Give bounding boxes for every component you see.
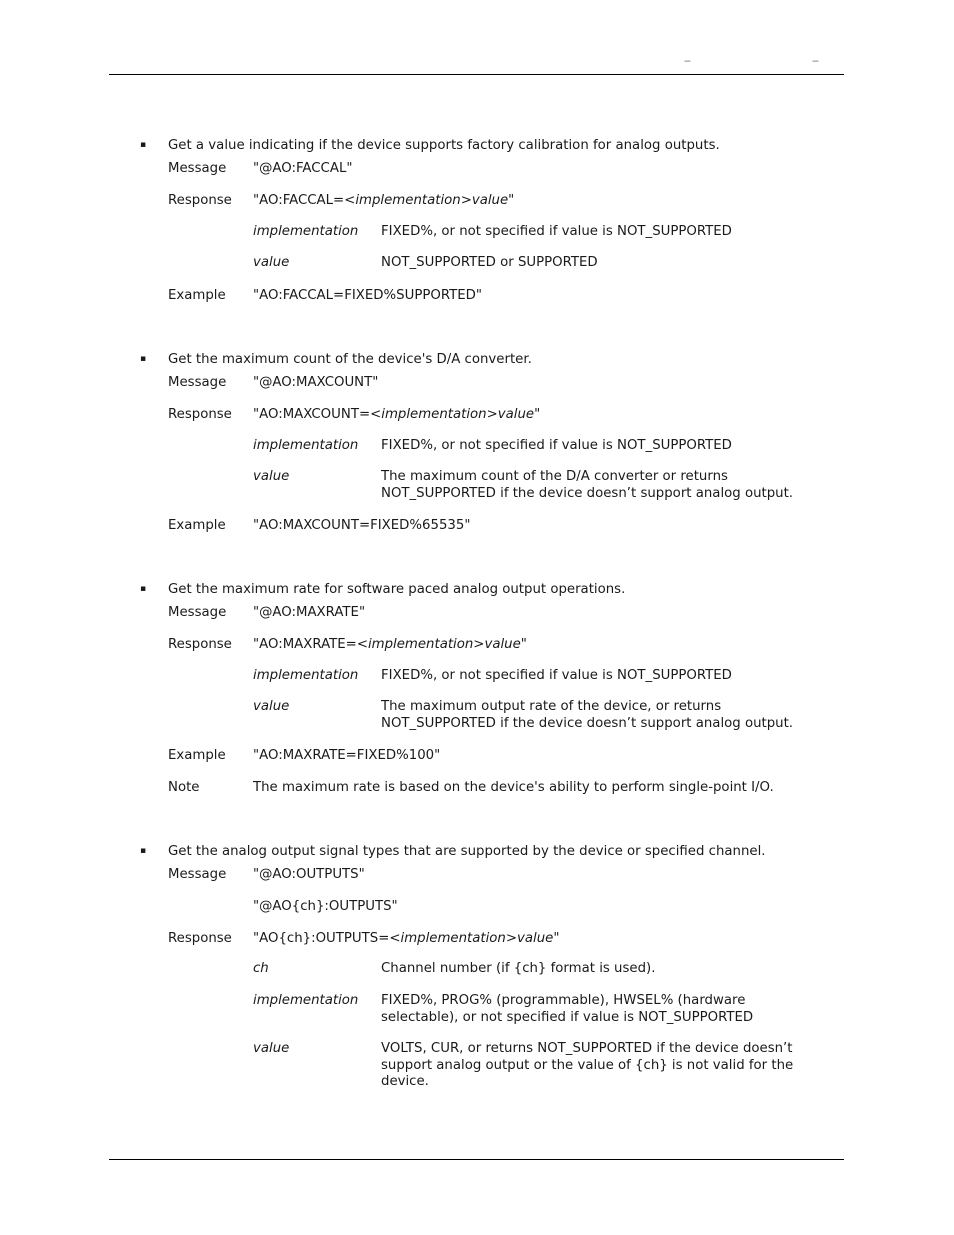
example-value: "AO:MAXRATE=FIXED%100"	[253, 748, 441, 763]
param-desc: FIXED%, or not specified if value is NOT_SUPPORTED	[381, 224, 732, 239]
param-name: value	[253, 469, 290, 484]
header-mark-right: ‒	[812, 54, 819, 67]
message-value: "@AO:MAXCOUNT"	[253, 375, 379, 390]
footer-rule	[109, 1159, 844, 1160]
header-mark-left: ‒	[684, 54, 691, 67]
param-name: implementation	[253, 438, 359, 453]
bullet-icon: ▪	[140, 140, 147, 150]
param-name: value	[253, 1041, 290, 1056]
param-name: value	[253, 255, 290, 270]
param-desc: NOT_SUPPORTED or SUPPORTED	[381, 255, 598, 270]
param-desc: FIXED%, or not specified if value is NOT_SUPPORTED	[381, 668, 732, 683]
message-value: "@AO{ch}:OUTPUTS"	[253, 899, 398, 914]
param-name: implementation	[253, 668, 359, 683]
response-value: "AO:MAXCOUNT=<implementation>value"	[253, 407, 541, 422]
param-name: value	[253, 699, 290, 714]
param-desc: The maximum output rate of the device, or returns NOT_SUPPORTED if the device doesn’t support analog output.	[381, 699, 794, 731]
param-name: ch	[253, 961, 269, 976]
param-desc: Channel number (if {ch} format is used).	[381, 961, 656, 976]
response-value: "AO:FACCAL=<implementation>value"	[253, 193, 515, 208]
example-value: "AO:MAXCOUNT=FIXED%65535"	[253, 518, 471, 533]
param-desc: FIXED%, or not specified if value is NOT_SUPPORTED	[381, 438, 732, 453]
header-rule	[109, 74, 844, 75]
response-value: "AO:MAXRATE=<implementation>value"	[253, 637, 527, 652]
message-value: "@AO:MAXRATE"	[253, 605, 366, 620]
header-marks	[0, 54, 954, 67]
bullet-icon: ▪	[140, 584, 147, 594]
bullet-icon: ▪	[140, 354, 147, 364]
response-value: "AO{ch}:OUTPUTS=<implementation>value"	[253, 931, 560, 946]
note-value: The maximum rate is based on the device's ability to perform single-point I/O.	[253, 780, 774, 795]
param-desc: VOLTS, CUR, or returns NOT_SUPPORTED if the device doesn’t support analog output or the value of {ch} is not valid for the device.	[381, 1041, 794, 1089]
param-desc: The maximum count of the D/A converter or returns NOT_SUPPORTED if the device doesn’t support analog output.	[381, 469, 794, 501]
param-name: implementation	[253, 993, 359, 1008]
bullet-icon: ▪	[140, 846, 147, 856]
example-value: "AO:FACCAL=FIXED%SUPPORTED"	[253, 288, 482, 303]
param-desc: FIXED%, PROG% (programmable), HWSEL% (hardware selectable), or not specified if value is NOT_SUPPORTED	[381, 993, 754, 1025]
message-value: "@AO:OUTPUTS"	[253, 867, 365, 882]
param-name: implementation	[253, 224, 359, 239]
message-value: "@AO:FACCAL"	[253, 161, 353, 176]
